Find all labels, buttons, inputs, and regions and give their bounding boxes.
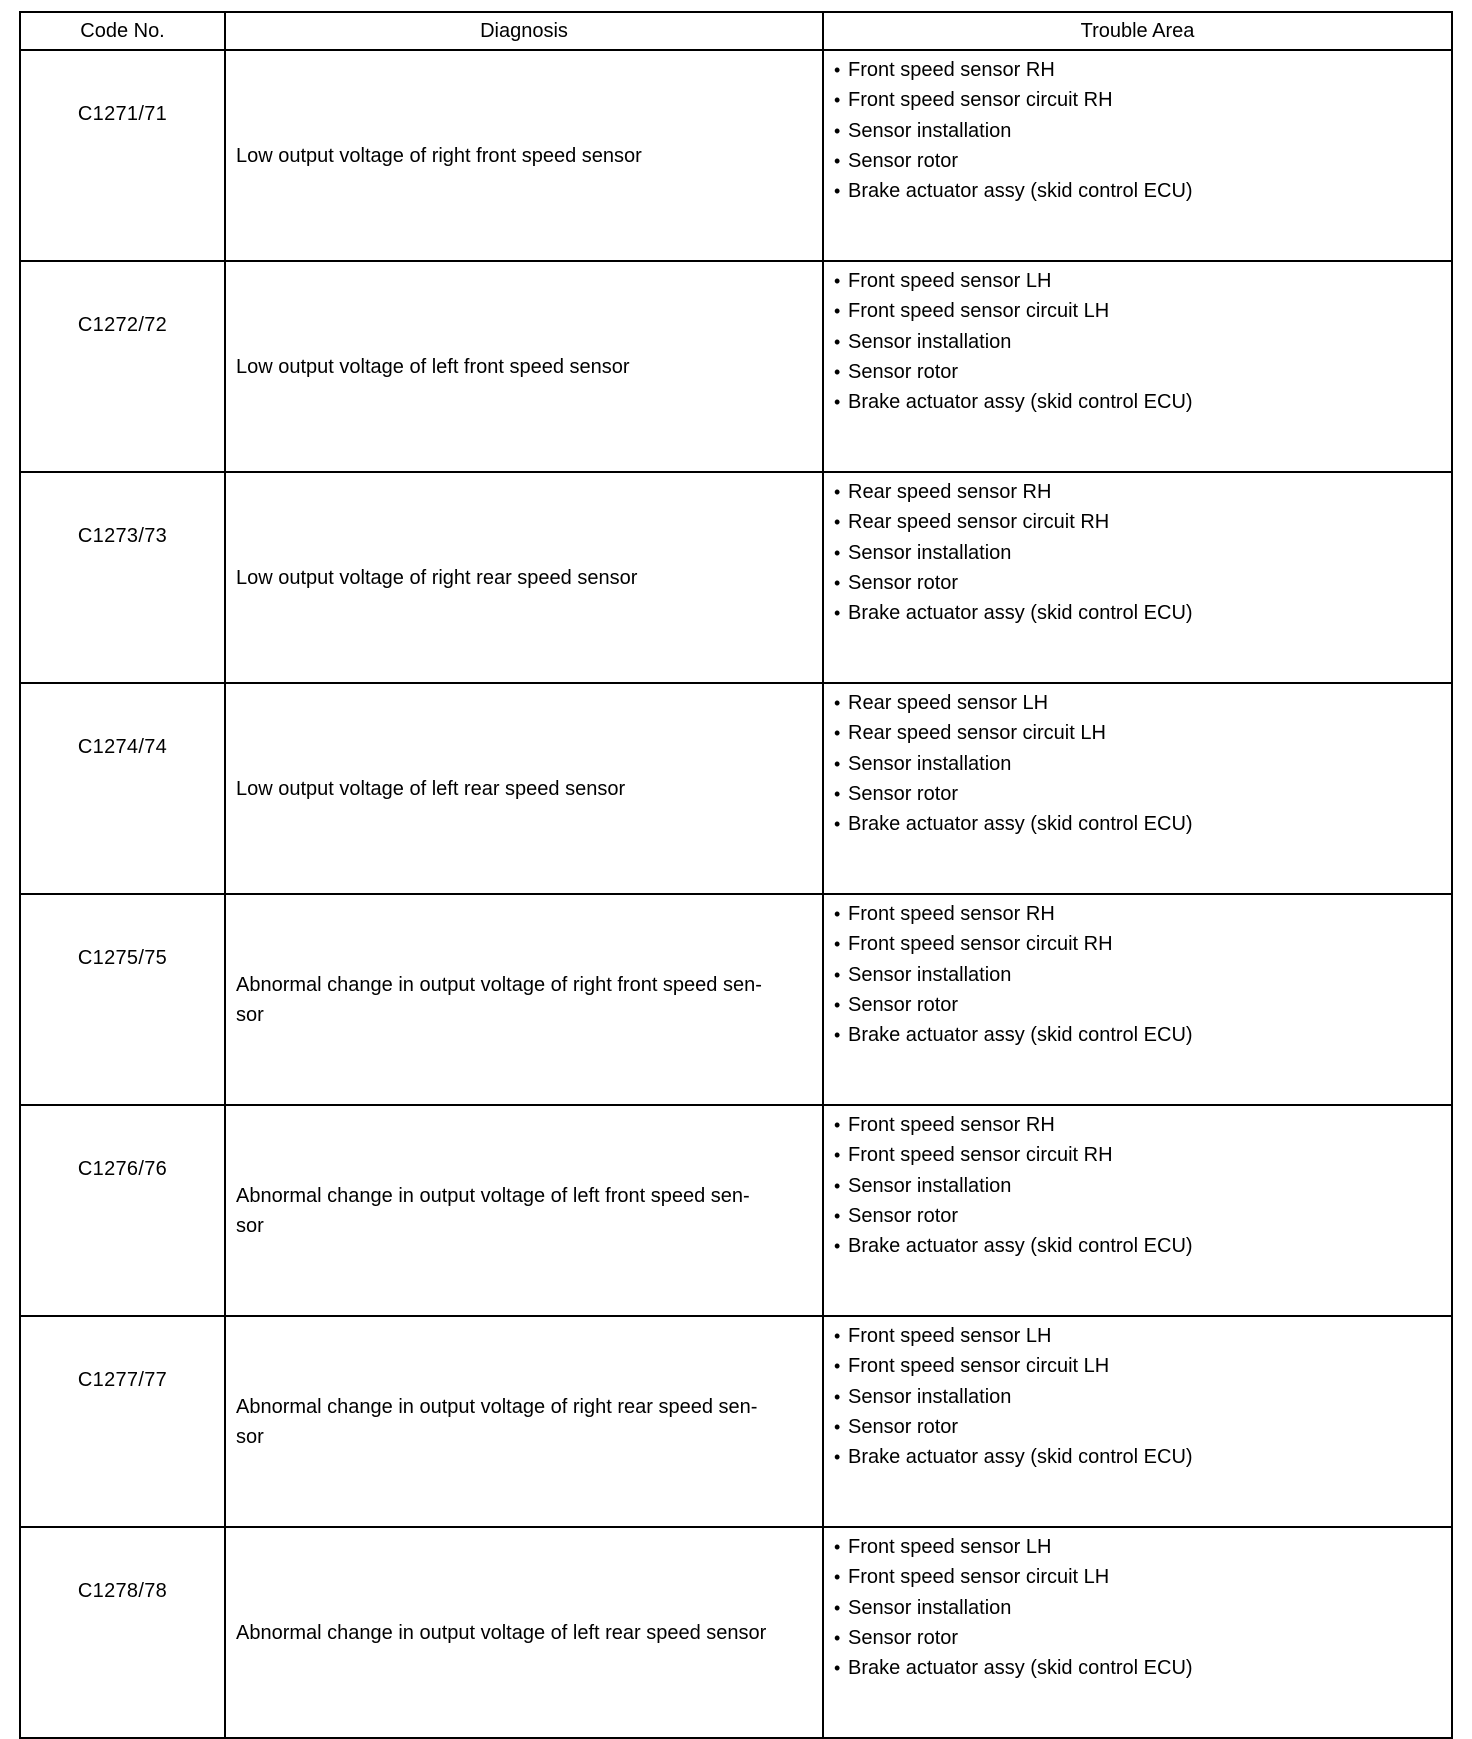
trouble-area-item (834, 1351, 1451, 1381)
trouble-area-item (834, 1020, 1451, 1050)
trouble-area-item (834, 357, 1451, 387)
trouble-area-list (834, 477, 1451, 628)
trouble-area-text: Sensor rotor (848, 1626, 959, 1649)
trouble-area-item (834, 1382, 1451, 1412)
trouble-area-cell (823, 894, 1452, 1105)
code-cell: C1272/72 (20, 261, 225, 472)
trouble-area-text: Rear speed sensor circuit LH (848, 722, 1106, 745)
trouble-area-item (834, 1532, 1451, 1562)
code-cell: C1271/71 (20, 50, 225, 261)
trouble-area-item (834, 1201, 1451, 1231)
trouble-area-text: Sensor installation (848, 1596, 1012, 1619)
trouble-area-text: Sensor installation (848, 541, 1012, 564)
header-trouble-area: Trouble Area (823, 12, 1452, 50)
code-cell: C1276/76 (20, 1105, 225, 1316)
trouble-area-item (834, 1171, 1451, 1201)
trouble-area-item (834, 960, 1451, 990)
trouble-area-text: Front speed sensor circuit LH (848, 300, 1110, 323)
bullet-icon: • (834, 572, 841, 593)
diagnosis-text: Abnormal change in output voltage of right rear speed sen- (236, 1395, 758, 1418)
trouble-area-text: Brake actuator assy (skid control ECU) (848, 1446, 1193, 1469)
bullet-icon: • (834, 904, 841, 924)
diagnosis-cell (225, 683, 823, 894)
trouble-area-cell (823, 683, 1452, 894)
table-header (20, 12, 1452, 50)
trouble-area-cell (823, 50, 1452, 261)
header-row (20, 12, 1452, 50)
table-row-5 (20, 894, 1452, 1105)
trouble-area-item (834, 688, 1451, 718)
trouble-area-item (834, 1442, 1451, 1472)
trouble-area-list (834, 688, 1451, 839)
diagnosis-cell (225, 1105, 823, 1316)
trouble-area-item (834, 1140, 1451, 1170)
bullet-icon: • (834, 1447, 841, 1468)
bullet-icon: • (834, 723, 841, 744)
trouble-area-item (834, 327, 1451, 357)
trouble-area-item (834, 387, 1451, 417)
trouble-area-text: Sensor installation (848, 1385, 1012, 1408)
trouble-area-text: Front speed sensor circuit RH (848, 1144, 1113, 1167)
bullet-icon: • (834, 1537, 841, 1557)
trouble-area-text: Front speed sensor LH (848, 270, 1052, 292)
code-cell: C1278/78 (20, 1527, 225, 1738)
bullet-icon: • (834, 1025, 841, 1046)
trouble-area-list (834, 1110, 1451, 1261)
diagnosis-text: Low output voltage of left front speed sensor (236, 355, 630, 378)
bullet-icon: • (834, 181, 841, 202)
code-cell: C1274/74 (20, 683, 225, 894)
bullet-icon: • (834, 331, 841, 352)
trouble-area-item (834, 899, 1451, 929)
trouble-area-item (834, 1231, 1451, 1261)
trouble-area-item (834, 538, 1451, 568)
trouble-area-item (834, 809, 1451, 839)
table-row-2 (20, 261, 1452, 472)
trouble-area-item (834, 598, 1451, 628)
trouble-area-text: Sensor installation (848, 1174, 1012, 1197)
trouble-area-list (834, 899, 1451, 1050)
code-cell: C1277/77 (20, 1316, 225, 1527)
bullet-icon: • (834, 1205, 841, 1226)
diagnosis-cell (225, 1527, 823, 1738)
table-row-3 (20, 472, 1452, 683)
diagnosis-text: Abnormal change in output voltage of left rear speed sensor (236, 1621, 767, 1644)
diagnosis-cell (225, 1316, 823, 1527)
bullet-icon: • (834, 1356, 841, 1377)
bullet-icon: • (834, 1236, 841, 1257)
bullet-icon: • (834, 542, 841, 563)
trouble-area-text: Sensor rotor (848, 993, 959, 1016)
trouble-area-text: Sensor rotor (848, 149, 959, 172)
trouble-area-text: Front speed sensor RH (848, 1114, 1055, 1136)
header-diagnosis: Diagnosis (225, 12, 823, 50)
bullet-icon: • (834, 392, 841, 413)
trouble-area-item (834, 1562, 1451, 1592)
dtc-table (19, 11, 1453, 1739)
trouble-area-text: Sensor rotor (848, 571, 959, 594)
trouble-area-text: Brake actuator assy (skid control ECU) (848, 602, 1193, 625)
trouble-area-item (834, 1593, 1451, 1623)
trouble-area-item (834, 176, 1451, 206)
trouble-area-item (834, 718, 1451, 748)
trouble-area-item (834, 116, 1451, 146)
trouble-area-item (834, 266, 1451, 296)
bullet-icon: • (834, 964, 841, 985)
trouble-area-item (834, 749, 1451, 779)
bullet-icon: • (834, 934, 841, 955)
trouble-area-item (834, 477, 1451, 507)
bullet-icon: • (834, 90, 841, 111)
table-row-4 (20, 683, 1452, 894)
trouble-area-item (834, 55, 1451, 85)
trouble-area-text: Sensor rotor (848, 782, 959, 805)
diagnosis-text: sor (236, 1214, 264, 1237)
trouble-area-text: Brake actuator assy (skid control ECU) (848, 1235, 1193, 1258)
diagnosis-cell (225, 472, 823, 683)
trouble-area-text: Rear speed sensor LH (848, 692, 1049, 714)
bullet-icon: • (834, 361, 841, 382)
trouble-area-text: Sensor installation (848, 752, 1012, 775)
trouble-area-list (834, 55, 1451, 206)
trouble-area-cell (823, 1316, 1452, 1527)
header-code: Code No. (20, 12, 225, 50)
trouble-area-text: Brake actuator assy (skid control ECU) (848, 391, 1193, 414)
table-row-8 (20, 1527, 1452, 1738)
trouble-area-item (834, 929, 1451, 959)
bullet-icon: • (834, 994, 841, 1015)
diagnosis-text: Low output voltage of right rear speed sensor (236, 566, 638, 589)
bullet-icon: • (834, 1416, 841, 1437)
trouble-area-text: Rear speed sensor RH (848, 481, 1052, 503)
bullet-icon: • (834, 512, 841, 533)
table-body (20, 50, 1452, 1738)
trouble-area-text: Front speed sensor LH (848, 1536, 1052, 1558)
trouble-area-text: Sensor installation (848, 330, 1012, 353)
trouble-area-text: Brake actuator assy (skid control ECU) (848, 813, 1193, 836)
diagnosis-text: Low output voltage of right front speed sensor (236, 144, 642, 167)
trouble-area-item (834, 85, 1451, 115)
trouble-area-text: Brake actuator assy (skid control ECU) (848, 1657, 1193, 1680)
bullet-icon: • (834, 1658, 841, 1679)
trouble-area-text: Brake actuator assy (skid control ECU) (848, 180, 1193, 203)
trouble-area-cell (823, 1527, 1452, 1738)
trouble-area-text: Front speed sensor RH (848, 903, 1055, 925)
bullet-icon: • (834, 1597, 841, 1618)
diagnosis-text: sor (236, 1003, 264, 1026)
trouble-area-item (834, 568, 1451, 598)
trouble-area-text: Brake actuator assy (skid control ECU) (848, 1024, 1193, 1047)
trouble-area-list (834, 266, 1451, 417)
bullet-icon: • (834, 150, 841, 171)
bullet-icon: • (834, 753, 841, 774)
bullet-icon: • (834, 1115, 841, 1135)
bullet-icon: • (834, 814, 841, 835)
trouble-area-text: Front speed sensor circuit LH (848, 1566, 1110, 1589)
trouble-area-text: Front speed sensor circuit RH (848, 933, 1113, 956)
trouble-area-text: Sensor rotor (848, 1415, 959, 1438)
bullet-icon: • (834, 1386, 841, 1407)
trouble-area-text: Sensor installation (848, 119, 1012, 142)
bullet-icon: • (834, 1175, 841, 1196)
trouble-area-text: Front speed sensor circuit RH (848, 89, 1113, 112)
trouble-area-item (834, 779, 1451, 809)
bullet-icon: • (834, 1145, 841, 1166)
trouble-area-cell (823, 261, 1452, 472)
trouble-area-item (834, 296, 1451, 326)
trouble-area-item (834, 1412, 1451, 1442)
trouble-area-text: Sensor rotor (848, 1204, 959, 1227)
diagnosis-text: Low output voltage of left rear speed sensor (236, 777, 626, 800)
diagnosis-cell (225, 894, 823, 1105)
table-row-1 (20, 50, 1452, 261)
table-row-7 (20, 1316, 1452, 1527)
trouble-area-item (834, 1623, 1451, 1653)
trouble-area-text: Front speed sensor RH (848, 59, 1055, 81)
diagnosis-text: sor (236, 1425, 264, 1448)
trouble-area-text: Sensor rotor (848, 360, 959, 383)
code-cell: C1273/73 (20, 472, 225, 683)
diagnosis-text: Abnormal change in output voltage of left front speed sen- (236, 1184, 750, 1207)
bullet-icon: • (834, 301, 841, 322)
trouble-area-text: Front speed sensor circuit LH (848, 1355, 1110, 1378)
bullet-icon: • (834, 693, 841, 713)
bullet-icon: • (834, 603, 841, 624)
diagnosis-cell (225, 261, 823, 472)
trouble-area-text: Rear speed sensor circuit RH (848, 511, 1110, 534)
trouble-area-item (834, 1653, 1451, 1683)
code-cell: C1275/75 (20, 894, 225, 1105)
trouble-area-item (834, 146, 1451, 176)
table-row-6 (20, 1105, 1452, 1316)
bullet-icon: • (834, 1326, 841, 1346)
bullet-icon: • (834, 783, 841, 804)
trouble-area-item (834, 1321, 1451, 1351)
bullet-icon: • (834, 1627, 841, 1648)
trouble-area-list (834, 1321, 1451, 1472)
bullet-icon: • (834, 120, 841, 141)
bullet-icon: • (834, 271, 841, 291)
bullet-icon: • (834, 1567, 841, 1588)
trouble-area-list (834, 1532, 1451, 1683)
trouble-area-text: Front speed sensor LH (848, 1325, 1052, 1347)
trouble-area-cell (823, 472, 1452, 683)
diagnosis-cell (225, 50, 823, 261)
trouble-area-item (834, 1110, 1451, 1140)
diagnosis-text: Abnormal change in output voltage of right front speed sen- (236, 973, 762, 996)
bullet-icon: • (834, 60, 841, 80)
trouble-area-text: Sensor installation (848, 963, 1012, 986)
trouble-area-item (834, 507, 1451, 537)
trouble-area-cell (823, 1105, 1452, 1316)
trouble-area-item (834, 990, 1451, 1020)
bullet-icon: • (834, 482, 841, 502)
